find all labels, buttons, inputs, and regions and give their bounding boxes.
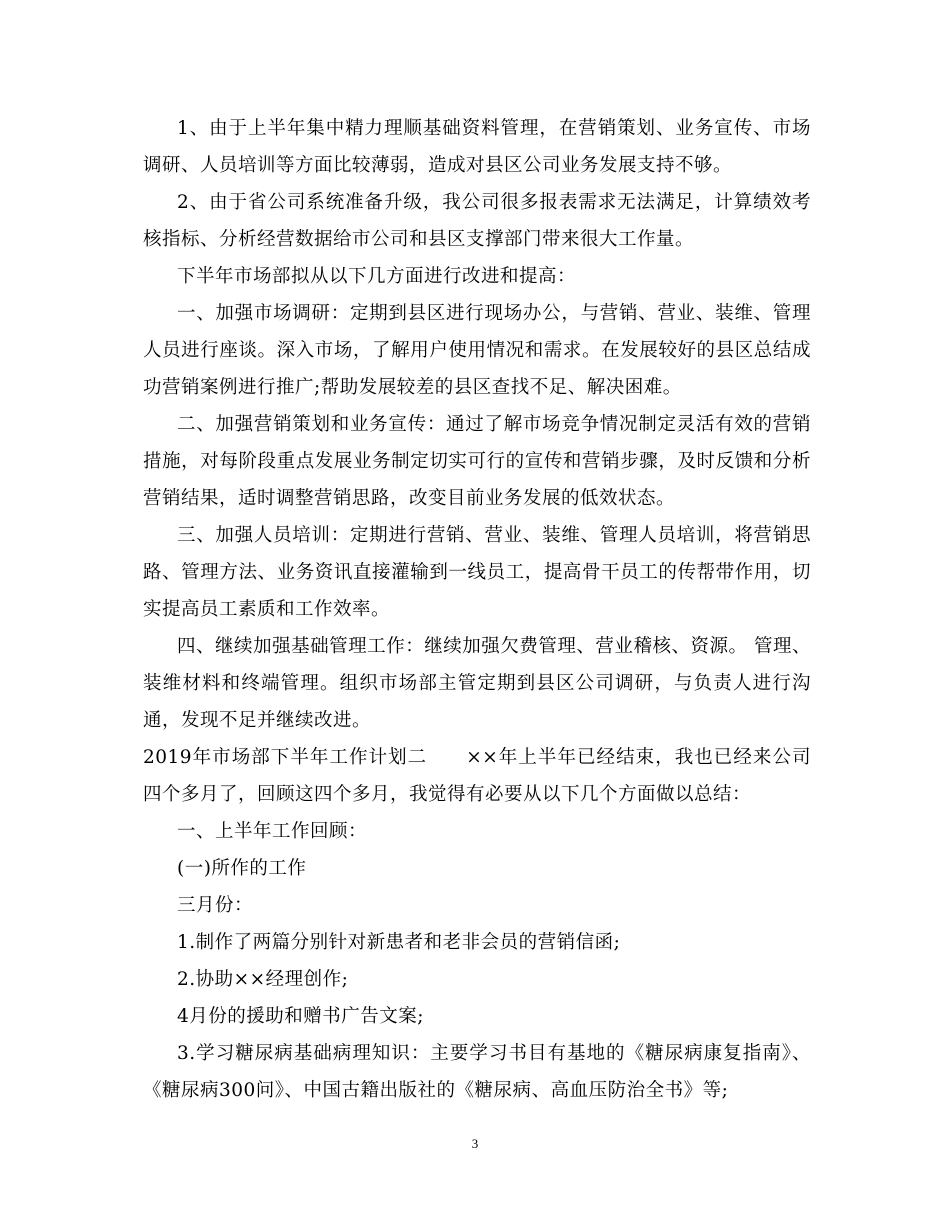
paragraph: 4月份的援助和赠书广告文案; — [177, 1006, 425, 1027]
paragraph: 1.制作了两篇分别针对新患者和老非会员的营销信函; — [177, 932, 621, 953]
paragraph: 三、加强人员培训：定期进行营销、营业、装维、管理人员培训，将营销思路、管理方法、业务资讯直接灌输到一线员工，提高骨干员工的传帮带作用，切实提高员工素质和工作效率。 — [143, 525, 811, 620]
paragraph: 2.协助××经理创作; — [177, 969, 349, 990]
document-body — [143, 110, 811, 1109]
paragraph: 一、上半年工作回顾： — [177, 821, 368, 842]
paragraph: 3.学习糖尿病基础病理知识：主要学习书目有基地的《糖尿病康复指南》、《糖尿病300问》、中国古籍出版社的《糖尿病、高血压防治全书》等; — [143, 1043, 811, 1101]
paragraph: 二、加强营销策划和业务宣传：通过了解市场竞争情况制定灵活有效的营销措施，对每阶段重点发展业务制定切实可行的宣传和营销步骤，及时反馈和分析营销结果，适时调整营销思路，改变目前业务发展的低效状态。 — [143, 414, 811, 509]
paragraph: (一)所作的工作 — [177, 858, 307, 879]
paragraph: 三月份： — [177, 895, 254, 916]
paragraph: 1、由于上半年集中精力理顺基础资料管理，在营销策划、业务宣传、市场调研、人员培训等方面比较薄弱，造成对县区公司业务发展支持不够。 — [143, 118, 811, 176]
page-number: 3 — [471, 1136, 479, 1151]
paragraph-section-heading: 2019年市场部下半年工作计划二 ××年上半年已经结束，我也已经来公司四个多月了，回顾这四个多月，我觉得有必要从以下几个方面做以总结： — [143, 747, 811, 805]
paragraph: 一、加强市场调研：定期到县区进行现场办公，与营销、营业、装维、管理人员进行座谈。深入市场，了解用户使用情况和需求。在发展较好的县区总结成功营销案例进行推广;帮助发展较差的县区查找不足、解决困难。 — [143, 303, 811, 398]
paragraph: 四、继续加强基础管理工作：继续加强欠费管理、营业稽核、资源。 管理、装维材料和终端管理。组织市场部主管定期到县区公司调研，与负责人进行沟通，发现不足并继续改进。 — [143, 636, 811, 731]
paragraph: 2、由于省公司系统准备升级，我公司很多报表需求无法满足，计算绩效考核指标、分析经营数据给市公司和县区支撑部门带来很大工作量。 — [143, 192, 811, 250]
paragraph: 下半年市场部拟从以下几方面进行改进和提高： — [177, 266, 577, 287]
